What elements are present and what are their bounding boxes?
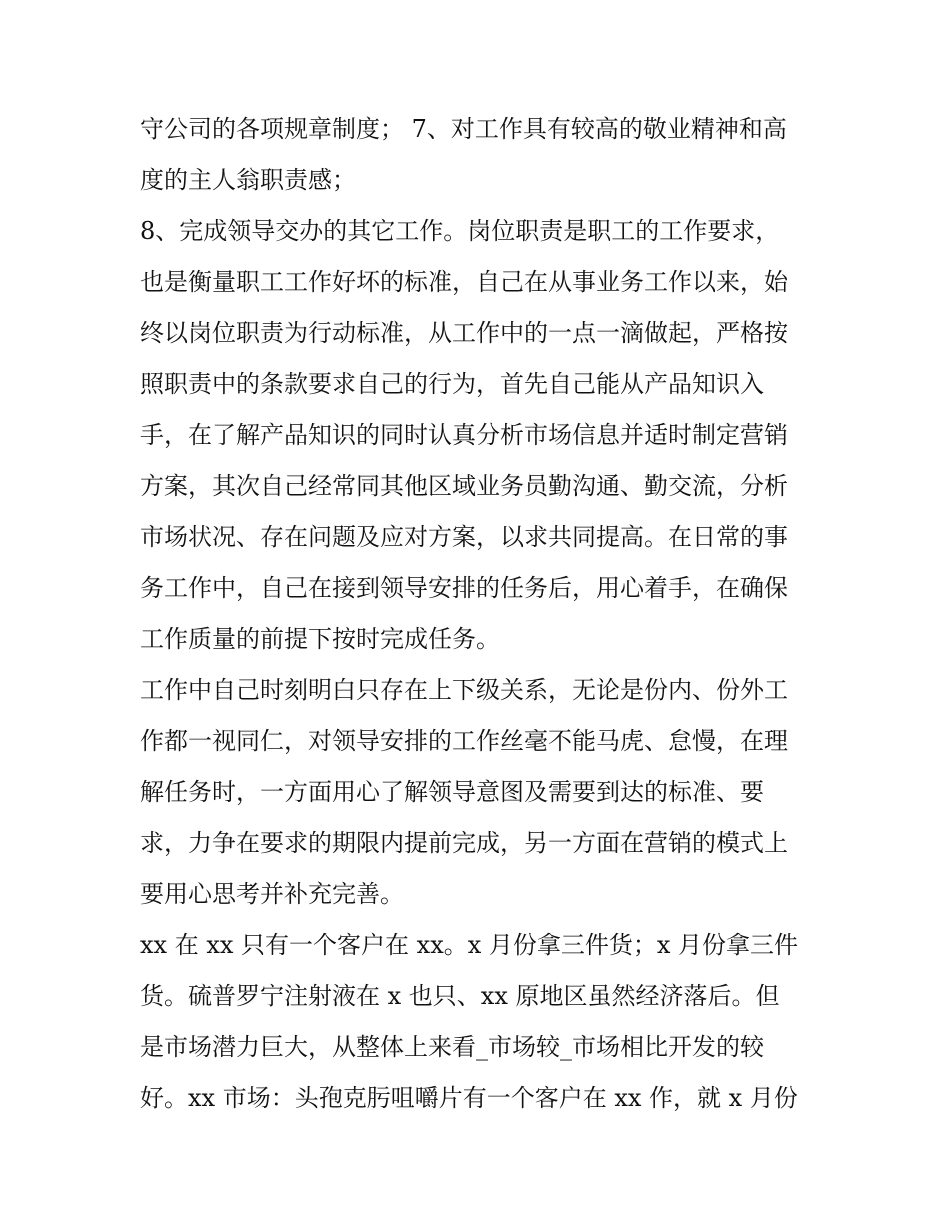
text-line: 务工作中，自己在接到领导安排的任务后，用心着手，在确保 bbox=[140, 574, 788, 602]
text-line: 8、完成领导交办的其它工作。岗位职责是职工的工作要求， bbox=[140, 217, 780, 245]
text-line: 守公司的各项规章制度； 7、对工作具有较高的敬业精神和高 bbox=[140, 115, 787, 143]
text-line: 货。硫普罗宁注射液在 x 也只、xx 原地区虽然经济落后。但 bbox=[140, 982, 780, 1010]
text-line: 解任务时，一方面用心了解领导意图及需要到达的标准、要 bbox=[140, 778, 764, 806]
text-line: 市场状况、存在问题及应对方案，以求共同提高。在日常的事 bbox=[140, 523, 788, 551]
text-line: 照职责中的条款要求自己的行为，首先自己能从产品知识入 bbox=[140, 370, 764, 398]
text-line: xx 在 xx 只有一个客户在 xx。x 月份拿三件货；x 月份拿三件 bbox=[140, 931, 799, 959]
text-line: 手，在了解产品知识的同时认真分析市场信息并适时制定营销 bbox=[140, 421, 788, 449]
text-line: 工作质量的前提下按时完成任务。 bbox=[140, 625, 500, 653]
text-line: 是市场潜力巨大，从整体上来看_市场较_市场相比开发的较 bbox=[140, 1033, 764, 1061]
text-line: 作都一视同仁，对领导安排的工作丝毫不能马虎、怠慢，在理 bbox=[140, 727, 788, 755]
text-line: 也是衡量职工工作好坏的标准，自己在从事业务工作以来，始 bbox=[140, 268, 788, 296]
text-line: 求，力争在要求的期限内提前完成，另一方面在营销的模式上 bbox=[140, 829, 788, 857]
text-line: 方案，其次自己经常同其他区域业务员勤沟通、勤交流，分析 bbox=[140, 472, 788, 500]
document-body bbox=[140, 104, 830, 1124]
text-line: 要用心思考并补充完善。 bbox=[140, 880, 404, 908]
text-line: 度的主人翁职责感； bbox=[140, 166, 356, 194]
text-line: 终以岗位职责为行动标准，从工作中的一点一滴做起，严格按 bbox=[140, 319, 788, 347]
text-line: 好。xx 市场：头孢克肟咀嚼片有一个客户在 xx 作，就 x 月份 bbox=[140, 1084, 798, 1112]
text-line: 工作中自己时刻明白只存在上下级关系，无论是份内、份外工 bbox=[140, 676, 788, 704]
